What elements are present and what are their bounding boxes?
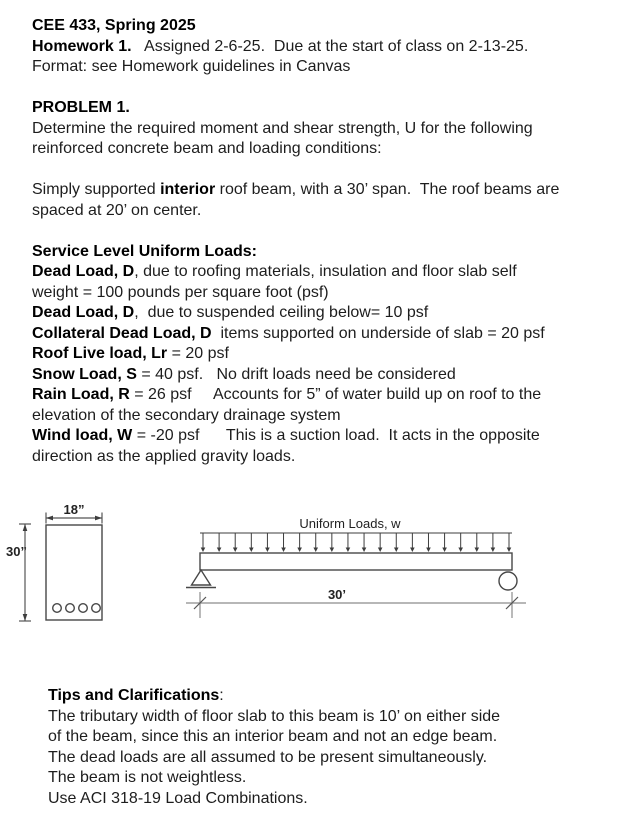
- text-run: Determine the required moment and shear strength, U for the following: [32, 119, 533, 137]
- text-run: Tips and Clarifications: [48, 687, 220, 704]
- text-line: [32, 262, 643, 283]
- figures: [0, 495, 643, 645]
- text-line: [32, 426, 643, 447]
- load-arrow-head: [378, 548, 383, 553]
- text-run: PROBLEM 1.: [32, 99, 130, 116]
- text-run: roof beam, with a 30’ span. The roof beams are: [215, 181, 560, 198]
- load-arrow-head: [426, 548, 431, 553]
- load-arrow-head: [394, 548, 399, 553]
- text-run: of the beam, since this an interior beam and not an edge beam.: [48, 728, 498, 745]
- text-line: [48, 727, 643, 748]
- figures-svg: [0, 495, 643, 645]
- cross-section-height-label: 30”: [6, 544, 27, 559]
- text-line: [32, 139, 643, 160]
- text-run: Wind load, W: [32, 427, 133, 444]
- text-run: Assigned 2-6-25. Due at the start of class on 2-13-25.: [131, 37, 529, 55]
- text-run: The beam is not weightless.: [48, 769, 247, 786]
- roller-support-circle: [499, 572, 517, 590]
- text-line: [32, 180, 643, 201]
- load-arrow-head: [346, 548, 351, 553]
- text-run: = 20 psf: [167, 345, 229, 362]
- text-run: = -20 psf This is a suction load. It acts in the opposite: [132, 427, 540, 444]
- text-line: [32, 98, 643, 119]
- load-arrow-head: [217, 548, 222, 553]
- width-dim-arrow-right: [95, 516, 102, 521]
- load-arrow-head: [201, 548, 206, 553]
- text-run: weight = 100 pounds per square foot (psf): [32, 283, 329, 301]
- text-line: [48, 748, 643, 769]
- width-dim-arrow-left: [46, 516, 53, 521]
- text-run: Homework 1.: [32, 37, 132, 55]
- text-line: [32, 160, 643, 181]
- beam-cross-section-figure: [6, 502, 102, 621]
- text-run: elevation of the secondary drainage system: [32, 406, 341, 424]
- rebar-circles: [53, 604, 101, 613]
- text-run: reinforced concrete beam and loading conditions:: [32, 140, 382, 157]
- pin-support-triangle: [192, 570, 211, 585]
- text-run: , due to roofing materials, insulation and floor slab self: [134, 263, 517, 280]
- text-run: Service Level Uniform Loads:: [32, 242, 257, 260]
- text-run: Rain Load, R: [32, 386, 130, 403]
- beam-outline: [200, 553, 512, 570]
- text-run: items supported on underside of slab = 20 psf: [211, 324, 545, 342]
- span-length-label: 30’: [327, 587, 347, 602]
- text-line: [32, 16, 643, 37]
- beam-elevation-figure: [186, 516, 526, 618]
- text-line: [32, 303, 643, 324]
- text-run: Dead Load, D: [32, 304, 135, 321]
- rebar-circle: [66, 604, 75, 613]
- text-run: , due to suspended ceiling below= 10 psf: [134, 304, 429, 321]
- load-arrows: [201, 534, 512, 553]
- text-line: [48, 768, 643, 789]
- load-arrow-head: [362, 548, 367, 553]
- text-run: = 40 psf. No drift loads need be considered: [136, 365, 456, 383]
- load-arrow-head: [410, 548, 415, 553]
- height-dim-arrow-top: [23, 524, 28, 531]
- text-line: [32, 201, 643, 222]
- load-arrow-head: [507, 548, 512, 553]
- text-line: [48, 789, 643, 810]
- text-run: The dead loads are all assumed to be present simultaneously.: [48, 748, 488, 766]
- text-line: [48, 707, 643, 728]
- uniform-load-label: Uniform Loads, w: [299, 516, 401, 531]
- text-run: The tributary width of floor slab to this beam is 10’ on either side: [48, 707, 501, 725]
- text-line: [32, 344, 643, 365]
- text-run: :: [219, 687, 224, 704]
- text-line: [48, 686, 643, 707]
- load-arrow-head: [474, 548, 479, 553]
- text-run: Use ACI 318-19 Load Combinations.: [48, 789, 308, 807]
- text-run: spaced at 20’ on center.: [32, 201, 202, 219]
- load-arrow-head: [330, 548, 335, 553]
- text-run: Roof Live load, Lr: [32, 345, 168, 362]
- load-arrow-head: [297, 548, 302, 553]
- load-arrow-head: [458, 548, 463, 553]
- text-line: [32, 324, 643, 345]
- load-arrow-head: [233, 548, 238, 553]
- text-line: [32, 283, 643, 304]
- text-line: [32, 447, 643, 468]
- text-line: [32, 385, 643, 406]
- rebar-circle: [53, 604, 62, 613]
- rebar-circle: [92, 604, 101, 613]
- rebar-circle: [79, 604, 88, 613]
- text-line: [32, 57, 643, 78]
- height-dim-arrow-bottom: [23, 614, 28, 621]
- tips-text: [48, 686, 643, 809]
- text-line: [32, 242, 643, 263]
- load-arrow-head: [442, 548, 447, 553]
- text-run: interior: [160, 181, 216, 198]
- load-arrow-head: [249, 548, 254, 553]
- text-run: Format: see Homework guidelines in Canvas: [32, 58, 351, 75]
- text-run: Simply supported: [32, 181, 161, 198]
- text-line: [32, 406, 643, 427]
- load-arrow-head: [313, 548, 318, 553]
- text-run: CEE 433, Spring 2025: [32, 17, 196, 34]
- text-run: direction as the applied gravity loads.: [32, 447, 296, 465]
- text-line: [32, 365, 643, 386]
- text-line: [32, 221, 643, 242]
- load-arrow-head: [491, 548, 496, 553]
- load-arrow-head: [265, 548, 270, 553]
- text-line: [32, 37, 643, 58]
- text-run: Snow Load, S: [32, 365, 137, 383]
- text-run: Dead Load, D: [32, 263, 135, 280]
- text-line: [32, 119, 643, 140]
- text-run: Collateral Dead Load, D: [32, 324, 212, 342]
- text-run: = 26 psf Accounts for 5” of water build up on roof to the: [129, 386, 542, 403]
- load-arrow-head: [281, 548, 286, 553]
- text-line: [32, 78, 643, 99]
- cross-section-width-label: 18”: [63, 502, 85, 517]
